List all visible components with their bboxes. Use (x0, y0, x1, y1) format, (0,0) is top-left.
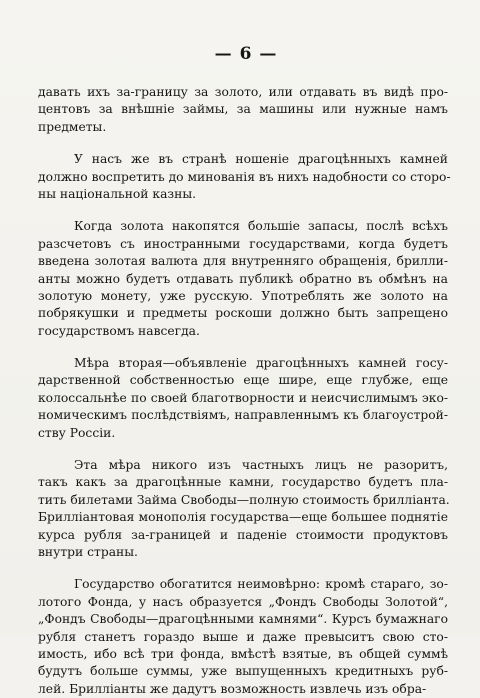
text-line: курса рубля за-границей и паденіе стоимости продуктовъ (38, 527, 448, 542)
text-line: Брилліантовая монополія государства—еще большее поднятіе (38, 510, 448, 525)
text-line: предметы. (38, 119, 107, 134)
text-line: У насъ же въ странѣ ношеніе драгоцѣнныхъ камней (74, 152, 448, 167)
paragraph (38, 218, 448, 340)
text-line: государствомъ навсегда. (38, 323, 200, 338)
text-line: анты можно будетъ отдавать публикѣ обратно въ обмѣнъ на (38, 271, 448, 286)
text-line: введена золотая валюта для внутренняго обращенія, брилли- (38, 254, 448, 269)
text-line: тить билетами Займа Свободы—полную стоимость брилліанта. (38, 492, 450, 507)
paragraph (38, 84, 448, 136)
text-line: имость, ибо всѣ три фонда, вмѣстѣ взятые, въ общей суммѣ (38, 646, 448, 661)
text-line: Когда золота накопятся большіе запасы, послѣ всѣхъ (74, 219, 448, 234)
text-line: центовъ за внѣшніе займы, за машины или нужные намъ (38, 102, 448, 117)
text-line: „Фондъ Свободы—драгоцѣнными камнями“. Курсъ бумажнаго (38, 612, 448, 627)
text-line: дарственной собственностью еще шире, еще глубже, еще (38, 373, 448, 388)
paragraph (38, 576, 448, 698)
text-line: золотую монету, уже русскую. Употреблять же золото на (38, 288, 448, 303)
paragraph (38, 355, 448, 442)
paragraph (38, 151, 451, 203)
text-line: ны національной казны. (38, 186, 197, 201)
text-line: Эта мѣра никого изъ частныхъ лицъ не разоритъ, (74, 458, 448, 473)
text-line: давать ихъ за-границу за золото, или отдавать въ видѣ про- (38, 85, 448, 99)
page-number: — 6 — (214, 44, 278, 64)
text-line: будутъ больше суммы, уже выпущенныхъ кредитныхъ руб- (38, 664, 448, 679)
text-line: Мѣра вторая—объявленіе драгоцѣнныхъ камней госу- (74, 356, 448, 371)
text-line: побрякушки и предметы роскоши должно быть запрещено (38, 306, 448, 321)
text-line: ству Россіи. (38, 425, 116, 440)
text-line: лей. Брилліанты же дадутъ возможность извлечь изъ обра- (38, 681, 427, 696)
text-line: лотого Фонда, у насъ образуется „Фондъ Свободы Золотой“, (38, 594, 448, 609)
paragraph (38, 457, 448, 561)
text-line: колоссальнѣе по своей благотворности и неисчислимымъ эко- (38, 390, 448, 405)
text-line: номическимъ послѣдствіямъ, направленнымъ къ благоустрой- (38, 408, 448, 423)
body-text (38, 84, 451, 698)
text-line: разсчетовъ съ иностранными государствами, когда будетъ (38, 236, 448, 251)
text-line: должно воспретить до минованія въ нихъ надобности со сторо- (38, 169, 451, 184)
text-line: такъ какъ за драгоцѣнные камни, государство будетъ пла- (38, 475, 448, 490)
text-line: рубля станетъ гораздо выше и даже превыситъ свою сто- (38, 629, 448, 644)
text-line: внутри страны. (38, 544, 138, 559)
text-line: Государство обогатится неимовѣрно: кромѣ стараго, зо- (74, 577, 448, 592)
